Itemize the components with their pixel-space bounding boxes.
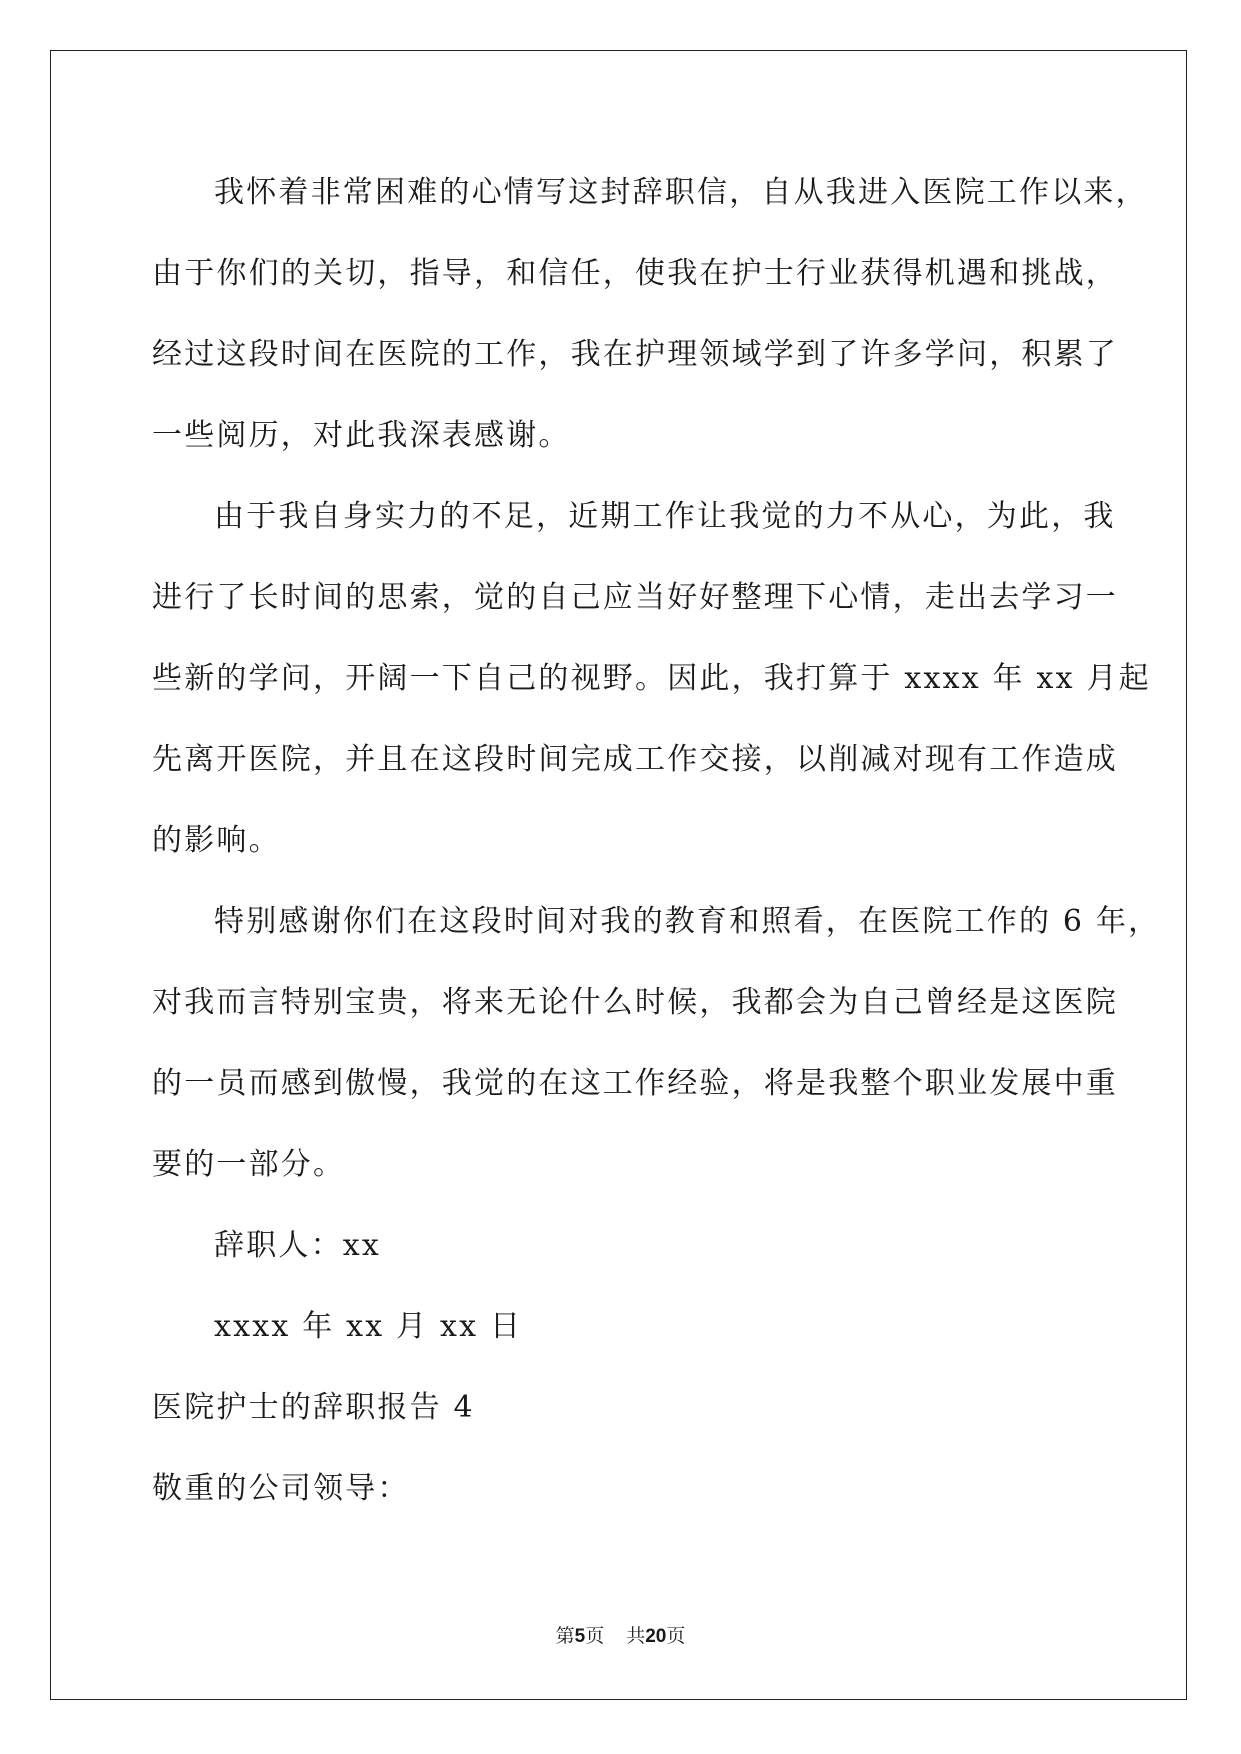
paragraph-line: 我怀着非常困难的心情写这封辞职信，自从我进入医院工作以来， (214, 175, 1148, 210)
paragraph-line: 一些阅历，对此我深表感谢。 (152, 418, 571, 453)
total-suffix: 页 (666, 1625, 686, 1647)
total-page-number: 20 (645, 1626, 667, 1647)
paragraph-line: 由于我自身实力的不足，近期工作让我觉的力不从心，为此，我 (214, 499, 1116, 534)
signature-line: 辞职人：xx (214, 1228, 382, 1263)
document-body (152, 163, 1161, 1540)
salutation: 敬重的公司领导： (152, 1471, 410, 1506)
paragraph-3 (152, 892, 1161, 1216)
page-footer (0, 1621, 1241, 1648)
paragraph-line: 由于你们的关切，指导，和信任，使我在护士行业获得机遇和挑战， (152, 256, 1118, 291)
paragraph-line: 进行了长时间的思索，觉的自己应当好好整理下心情，走出去学习一 (152, 580, 1118, 615)
paragraph-line: 对我而言特别宝贵，将来无论什么时候，我都会为自己曾经是这医院 (152, 985, 1118, 1020)
section-heading: 医院护士的辞职报告 4 (152, 1390, 475, 1425)
total-prefix: 共 (626, 1625, 646, 1647)
paragraph-line: 的影响。 (152, 823, 281, 858)
paragraph-2 (152, 487, 1151, 892)
page-prefix: 第 (555, 1625, 575, 1647)
paragraph-line: 要的一部分。 (152, 1147, 346, 1182)
date-line: xxxx 年 xx 月 xx 日 (214, 1309, 523, 1344)
paragraph-line: 的一员而感到傲慢，我觉的在这工作经验，将是我整个职业发展中重 (152, 1066, 1118, 1101)
paragraph-line: 先离开医院，并且在这段时间完成工作交接，以削减对现有工作造成 (152, 742, 1118, 777)
paragraph-line: 经过这段时间在医院的工作，我在护理领域学到了许多学问，积累了 (152, 337, 1118, 372)
current-page-number: 5 (574, 1626, 586, 1647)
paragraph-1 (152, 163, 1148, 487)
paragraph-line: 些新的学问，开阔一下自己的视野。因此，我打算于 xxxx 年 xx 月起 (152, 661, 1151, 696)
page-suffix: 页 (585, 1625, 605, 1647)
paragraph-line: 特别感谢你们在这段时间对我的教育和照看，在医院工作的 6 年， (214, 904, 1161, 939)
